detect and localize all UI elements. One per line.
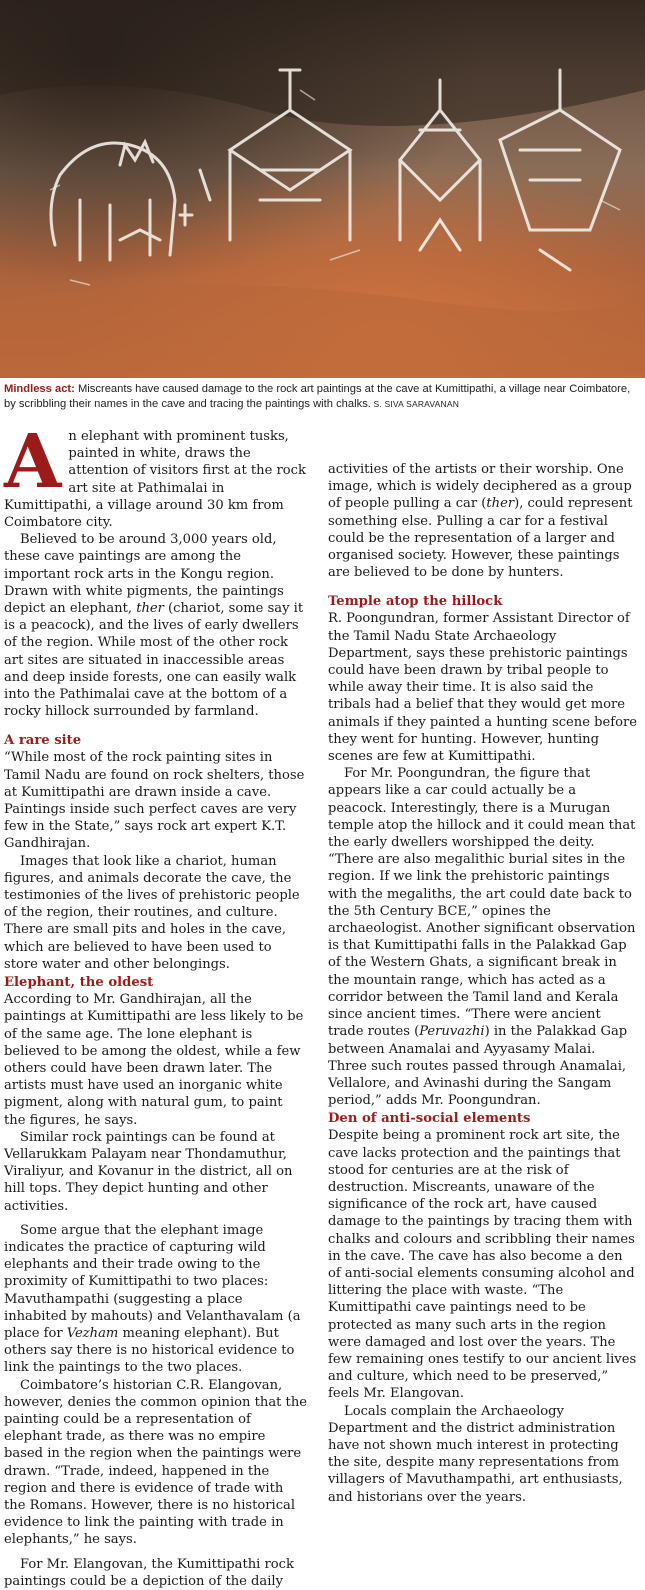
subheading-elephant-oldest: Elephant, the oldest bbox=[4, 975, 154, 991]
article-paragraph: R. Poongundran, former Assistant Director of the Tamil Nadu State Archaeology Department, says these prehistoric paintings could have been drawn by tribal people to while away their time. It is also said the tribals had a belief that they would get more animals if they painted a hunting scene before they went for hunting. However, hunting scenes are few at Kumittipathi. bbox=[328, 611, 637, 765]
article-paragraph: For Mr. Elangovan, the Kumittipathi rock paintings could be a depiction of the daily bbox=[4, 1556, 294, 1589]
article-paragraph: An elephant with prominent tusks, painted in white, draws the attention of visitors first at the rock art site at Pathimalai in Kumittipathi, a village around 30 km from Coimbatore city. bbox=[4, 419, 306, 531]
article-paragraph: Coimbatore’s historian C.R. Elangovan, however, denies the common opinion that the painting could be a representation of elephant trade, as there was no empire based in the region when the paintings were drawn. “Trade, indeed, happened in the region and there is evidence of trade with the Romans. However, there is no historical evidence to link the painting with trade in elephants,” he says. bbox=[4, 1377, 307, 1548]
article-paragraph: According to Mr. Gandhirajan, all the paintings at Kumittipathi are less likely to be of the same age. The lone elephant is believed to be among the oldest, while a few others could have been drawn later. The artists must have used an inorganic white pigment, along with natural gum, to paint the figures, he says. bbox=[4, 992, 304, 1128]
rock-art-photo-icon bbox=[0, 0, 645, 378]
article-column-right bbox=[328, 461, 638, 1506]
article-paragraph: Similar rock paintings can be found at Vellarukkam Palayam near Thondamuthur, Viraliyur, and Kovanur in the district, all on hill tops. They depict hunting and other activities. bbox=[4, 1129, 293, 1214]
article-paragraph: For Mr. Poongundran, the figure that appears like a car could actually be a peacock. Interestingly, there is a Murugan temple atop the hillock and it could mean that the early dwellers worshipped the deity. “There are also megalithic burial sites in the region. If we link the prehistoric paintings with the megaliths, the art could date back to the 5th Century BCE,” opines the archaeologist. Another significant observation is that Kumittipathi falls in the Palakkad Gap of the Western Ghats, a significant break in the mountain range, which has acted as a corridor between the Tamil land and Kerala since ancient times. “There were ancient trade routes (Peruvazhi) in the Palakkad Gap between Anamalai and Ayyasamy Malai. Three such routes passed through Anamalai, Vellalore, and Avinashi during the Sangam period,” adds Mr. Poongundran. bbox=[328, 766, 636, 1109]
article-paragraph: “While most of the rock painting sites in Tamil Nadu are found on rock shelters, those at Kumittipathi are drawn inside a cave. Paintings inside such perfect caves are very few in the State,” says rock art expert K.T. Gandhirajan. bbox=[4, 750, 305, 852]
article-paragraph: Some argue that the elephant image indicates the practice of capturing wild elephants and their trade owing to the proximity of Kumittipathi to two places: Mavuthampathi (suggesting a place inhabited by mahouts) and Velanthavalam (a place for Vezham meaning elephant). But others say there is no historical evidence to link the paintings to the two places. bbox=[4, 1222, 301, 1376]
photo-caption bbox=[4, 382, 642, 412]
caption-lead: Mindless act: bbox=[4, 383, 75, 395]
drop-cap: A bbox=[4, 419, 62, 505]
subheading-temple-hillock: Temple atop the hillock bbox=[328, 594, 503, 610]
subheading-rare-site: A rare site bbox=[4, 733, 82, 749]
article-paragraph: activities of the artists or their worship. One image, which is widely deciphered as a group of people pulling a car (ther), could represent something else. Pulling a car for a festival could be the representation of a larger and organised society. However, these paintings are believed to be done by hunters. bbox=[328, 462, 633, 581]
article-paragraph: Believed to be around 3,000 years old, these cave paintings are among the important rock arts in the Kongu region. Drawn with white pigments, the paintings depict an elephant, ther (chariot, some say it is a peacock), and the lives of early dwellers of the region. While most of the other rock art sites are situated in inaccessible areas and deep inside forests, one can easily walk into the Pathimalai cave at the bottom of a rocky hillock surrounded by farmland. bbox=[4, 532, 304, 720]
article-paragraph: Images that look like a chariot, human figures, and animals decorate the cave, the testimonies of the lives of prehistoric people of the region, their routines, and culture. There are small pits and holes in the cave, which are believed to have been used to store water and other belongings. bbox=[4, 853, 300, 972]
photo-credit: S. SIVA SARAVANAN bbox=[370, 399, 460, 409]
caption-text: Miscreants have caused damage to the rock art paintings at the cave at Kumittipathi, a village near Coimbatore, by scribbling their names in the cave and tracing the paintings with chalks. bbox=[4, 383, 631, 410]
subheading-den-anti-social: Den of anti-social elements bbox=[328, 1111, 531, 1127]
article-paragraph: Locals complain the Archaeology Department and the district administration have not shown much interest in protecting the site, despite many representations from villagers of Mavuthampathi, art enthusiasts, and historians over the years. bbox=[328, 1403, 623, 1505]
article-column-left bbox=[4, 419, 308, 1590]
rock-art-photo bbox=[0, 0, 645, 378]
article-paragraph: Despite being a prominent rock art site, the cave lacks protection and the paintings that stood for centuries are at the risk of destruction. Miscreants, unaware of the significance of the rock art, have caused damage to the paintings by tracing them with chalks and colours and scribbling their names in the cave. The cave has also become a den of anti-social elements consuming alcohol and littering the place with waste. “The Kumittipathi cave paintings need to be protected as many such arts in the region were damaged and lost over the years. The few remaining ones testify to our ancient lives and culture, which need to be preserved,” feels Mr. Elangovan. bbox=[328, 1128, 637, 1402]
